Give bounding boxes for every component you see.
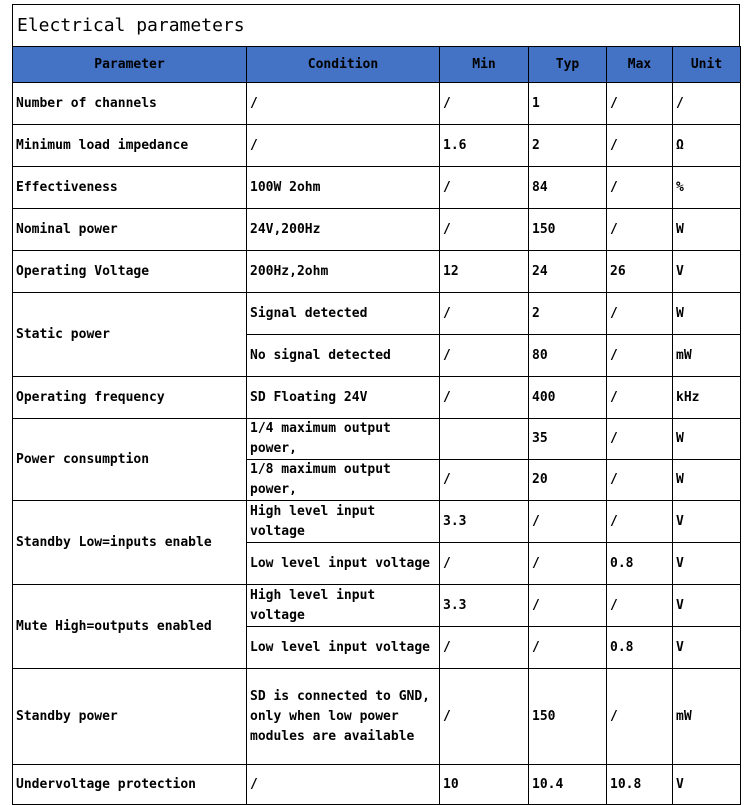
table-row xyxy=(13,209,741,251)
condition-cell: 200Hz,2ohm xyxy=(247,251,440,293)
typ-cell: 24 xyxy=(529,251,607,293)
typ-cell: 80 xyxy=(529,335,607,377)
unit-cell: mW xyxy=(673,335,741,377)
max-cell: 26 xyxy=(607,251,673,293)
max-cell: / xyxy=(607,669,673,765)
max-cell: / xyxy=(607,125,673,167)
min-cell: / xyxy=(440,293,529,335)
typ-cell: 150 xyxy=(529,209,607,251)
condition-cell: SD is connected to GND, only when low power modules are available xyxy=(247,669,440,765)
max-cell: / xyxy=(607,419,673,460)
table-row xyxy=(13,167,741,209)
min-cell: / xyxy=(440,335,529,377)
condition-cell: No signal detected xyxy=(247,335,440,377)
typ-cell: / xyxy=(529,627,607,669)
min-cell: / xyxy=(440,83,529,125)
header-unit: Unit xyxy=(673,47,741,83)
min-cell: / xyxy=(440,167,529,209)
table-row xyxy=(13,585,741,627)
header-typ: Typ xyxy=(529,47,607,83)
condition-cell: High level input voltage xyxy=(247,501,440,543)
unit-cell: W xyxy=(673,209,741,251)
unit-cell: % xyxy=(673,167,741,209)
parameter-cell: Number of channels xyxy=(13,83,247,125)
min-cell: / xyxy=(440,627,529,669)
unit-cell: kHz xyxy=(673,377,741,419)
min-cell xyxy=(440,419,529,460)
header-max: Max xyxy=(607,47,673,83)
unit-cell: V xyxy=(673,501,741,543)
min-cell: / xyxy=(440,543,529,585)
unit-cell: W xyxy=(673,419,741,460)
parameter-cell: Standby Low=inputs enable xyxy=(13,501,247,585)
max-cell: / xyxy=(607,460,673,501)
spreadsheet xyxy=(12,4,740,805)
max-cell: / xyxy=(607,377,673,419)
min-cell: 1.6 xyxy=(440,125,529,167)
unit-cell: mW xyxy=(673,669,741,765)
min-cell: 3.3 xyxy=(440,501,529,543)
unit-cell: V xyxy=(673,765,741,805)
max-cell: 0.8 xyxy=(607,543,673,585)
max-cell: 0.8 xyxy=(607,627,673,669)
typ-cell: 2 xyxy=(529,125,607,167)
typ-cell: / xyxy=(529,585,607,627)
header-row xyxy=(13,47,741,83)
min-cell: 10 xyxy=(440,765,529,805)
unit-cell: W xyxy=(673,460,741,501)
condition-cell: / xyxy=(247,83,440,125)
typ-cell: 400 xyxy=(529,377,607,419)
table-row xyxy=(13,419,741,460)
typ-cell: 1 xyxy=(529,83,607,125)
min-cell: 12 xyxy=(440,251,529,293)
min-cell: / xyxy=(440,460,529,501)
parameter-cell: Static power xyxy=(13,293,247,377)
max-cell: / xyxy=(607,293,673,335)
unit-cell: Ω xyxy=(673,125,741,167)
table-title: Electrical parameters xyxy=(12,4,740,46)
condition-cell: Low level input voltage xyxy=(247,627,440,669)
max-cell: / xyxy=(607,83,673,125)
max-cell: / xyxy=(607,167,673,209)
typ-cell: 35 xyxy=(529,419,607,460)
parameter-cell: Nominal power xyxy=(13,209,247,251)
condition-cell: Low level input voltage xyxy=(247,543,440,585)
condition-cell: 1/8 maximum output power, xyxy=(247,460,440,501)
typ-cell: 2 xyxy=(529,293,607,335)
min-cell: / xyxy=(440,377,529,419)
unit-cell: / xyxy=(673,83,741,125)
unit-cell: V xyxy=(673,543,741,585)
header-parameter: Parameter xyxy=(13,47,247,83)
header-min: Min xyxy=(440,47,529,83)
table-row xyxy=(13,83,741,125)
max-cell: / xyxy=(607,501,673,543)
typ-cell: / xyxy=(529,543,607,585)
header-condition: Condition xyxy=(247,47,440,83)
condition-cell: Signal detected xyxy=(247,293,440,335)
condition-cell: / xyxy=(247,125,440,167)
parameter-cell: Effectiveness xyxy=(13,167,247,209)
table-row xyxy=(13,765,741,805)
max-cell: 10.8 xyxy=(607,765,673,805)
max-cell: / xyxy=(607,209,673,251)
unit-cell: V xyxy=(673,627,741,669)
min-cell: / xyxy=(440,209,529,251)
unit-cell: W xyxy=(673,293,741,335)
typ-cell: 10.4 xyxy=(529,765,607,805)
typ-cell: 84 xyxy=(529,167,607,209)
typ-cell: 20 xyxy=(529,460,607,501)
min-cell: / xyxy=(440,669,529,765)
typ-cell: / xyxy=(529,501,607,543)
condition-cell: 100W 2ohm xyxy=(247,167,440,209)
unit-cell: V xyxy=(673,585,741,627)
table-row xyxy=(13,125,741,167)
parameter-cell: Standby power xyxy=(13,669,247,765)
table-row xyxy=(13,251,741,293)
parameter-cell: Operating Voltage xyxy=(13,251,247,293)
table-row xyxy=(13,377,741,419)
unit-cell: V xyxy=(673,251,741,293)
table-row xyxy=(13,293,741,335)
table-row xyxy=(13,501,741,543)
parameter-cell: Power consumption xyxy=(13,419,247,501)
parameters-table xyxy=(12,46,741,805)
parameter-cell: Mute High=outputs enabled xyxy=(13,585,247,669)
parameter-cell: Undervoltage protection xyxy=(13,765,247,805)
max-cell: / xyxy=(607,335,673,377)
condition-cell: 1/4 maximum output power, xyxy=(247,419,440,460)
condition-cell: 24V,200Hz xyxy=(247,209,440,251)
condition-cell: / xyxy=(247,765,440,805)
max-cell: / xyxy=(607,585,673,627)
parameter-cell: Minimum load impedance xyxy=(13,125,247,167)
typ-cell: 150 xyxy=(529,669,607,765)
condition-cell: SD Floating 24V xyxy=(247,377,440,419)
table-row xyxy=(13,669,741,765)
condition-cell: High level input voltage xyxy=(247,585,440,627)
min-cell: 3.3 xyxy=(440,585,529,627)
parameter-cell: Operating frequency xyxy=(13,377,247,419)
